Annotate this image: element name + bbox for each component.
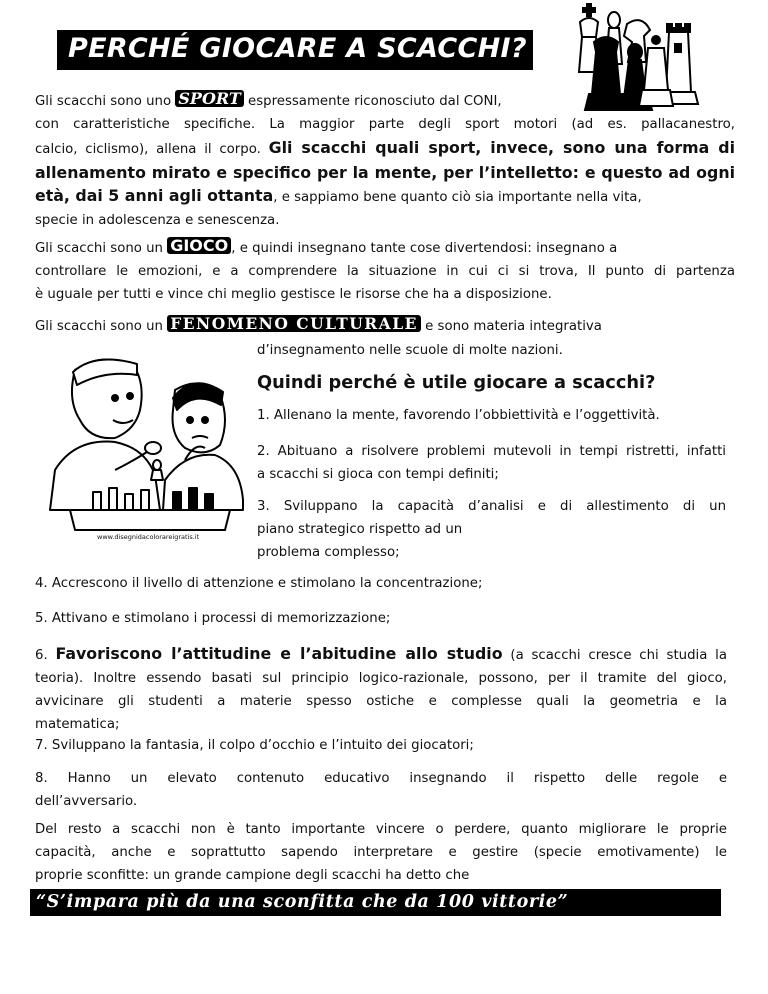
list-item-continued: problema complesso; — [257, 545, 400, 560]
chess-players-cartoon — [45, 350, 245, 555]
list-item: 4. Accrescono il livello di attenzione e stimolano la concentrazione; — [35, 576, 483, 591]
paragraph-fenomeno: Gli scacchi sono un FENOMENO CULTURALE e sono materia integrativa — [35, 314, 602, 334]
list-item: 3. Sviluppano la capacità d’analisi e di allestimento di un piano strategico rispetto ad un — [257, 499, 726, 537]
list-item: 7. Sviluppano la fantasia, il colpo d’occhio e l’intuito dei giocatori; — [35, 738, 474, 753]
sport-badge: SPORT — [175, 90, 243, 107]
list-item: 1. Allenano la mente, favorendo l’obbiettività e l’oggettività. — [257, 408, 660, 423]
fenomeno-badge: FENOMENO CULTURALE — [167, 315, 421, 332]
list-item: 8. Hanno un elevato contenuto educativo insegnando il rispetto delle regole e dell’avversario. — [35, 771, 727, 809]
section-subtitle: Quindi perché è utile giocare a scacchi? — [257, 372, 656, 393]
closing-paragraph: Del resto a scacchi non è tanto importante vincere o perdere, quanto migliorare le proprie capacità, anche e soprattutto sapendo interpretare e gestire (specie emotivamente) le proprie sconfitte: un grande campione degli scacchi ha detto che — [35, 822, 727, 883]
paragraph-gioco: Gli scacchi sono un GIOCO , e quindi insegnano tante cose divertendosi: insegnano a controllare le emozioni, e a comprendere la situazione in cui ci si trova, Il punto di partenza è uguale per tutti e vince chi meglio gestisce le risorse che ha a disposizione. — [35, 236, 735, 302]
list-item: 6. Favoriscono l’attitudine e l’abitudine allo studio (a scacchi cresce chi studia la teoria). Inoltre essendo basati sul principio logico-razionale, possono, per il tramite del gioco, avvicinare gli studenti a materie spesso ostiche e complesse quali la geometria e la matematica; — [35, 644, 727, 732]
image-credit: www.disegnidacolorareigratis.it — [97, 533, 200, 541]
list-item: 2. Abituano a risolvere problemi mutevoli in tempi ristretti, infatti a scacchi si gioca con tempi definiti; — [257, 444, 726, 482]
gioco-badge: GIOCO — [167, 237, 231, 254]
paragraph-sport: Gli scacchi sono uno SPORT espressamente riconosciuto dal CONI, con caratteristiche specifiche. La maggior parte degli sport motori (ad es. pallacanestro, calcio, ciclismo), allena il corpo. Gli scacchi quali sport, invece, sono una forma di allenamento mirato e specifico per la mente, per l’intelletto: e questo ad ogni età, dai 5 anni agli ottanta, e sappiamo bene quanto ciò sia importante nella vita, specie in adolescenza e senescenza. — [35, 89, 736, 228]
list-item: 5. Attivano e stimolano i processi di memorizzazione; — [35, 611, 391, 626]
paragraph-fenomeno-line2: d’insegnamento nelle scuole di molte nazioni. — [257, 343, 563, 358]
page-title: PERCHÉ GIOCARE A SCACCHI? — [68, 33, 527, 64]
quote-text: “S’impara più da una sconfitta che da 100 vittorie” — [36, 892, 569, 912]
